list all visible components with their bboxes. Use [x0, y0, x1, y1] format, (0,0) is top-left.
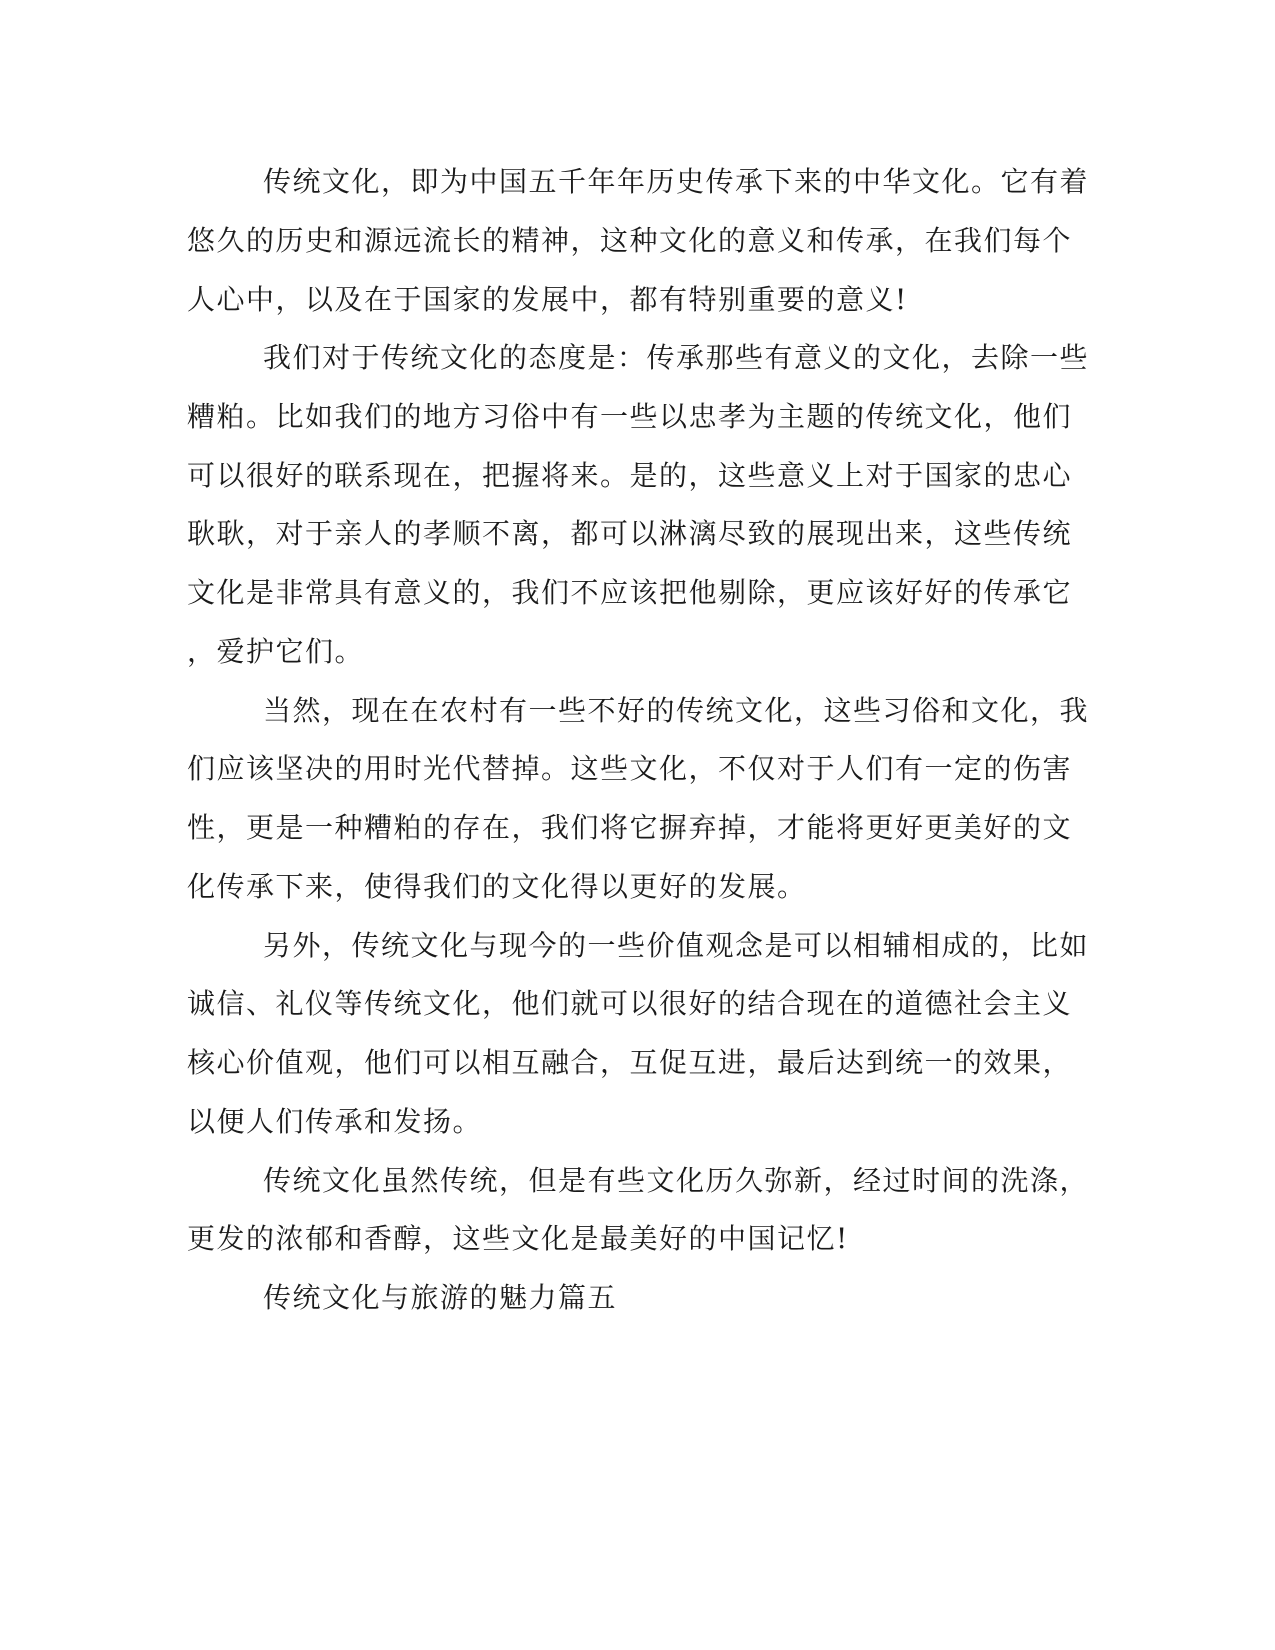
paragraph-2-line-5: 文化是非常具有意义的，我们不应该把他剔除，更应该好好的传承它 [187, 576, 1073, 609]
paragraph-4-line-1: 另外，传统文化与现今的一些价值观念是可以相辅相成的，比如 [263, 929, 1090, 962]
paragraph-2-line-4: 耿耿，对于亲人的孝顺不离，都可以淋漓尽致的展现出来，这些传统 [187, 517, 1073, 550]
paragraph-4-line-3: 核心价值观，他们可以相互融合，互促互进，最后达到统一的效果， [187, 1046, 1073, 1079]
paragraph-5-line-1: 传统文化虽然传统，但是有些文化历久弥新，经过时间的洗涤， [263, 1164, 1090, 1197]
paragraph-2-line-1: 我们对于传统文化的态度是：传承那些有意义的文化，去除一些 [263, 341, 1090, 374]
paragraph-4-line-4: 以便人们传承和发扬。 [187, 1105, 483, 1138]
paragraph-4-line-2: 诚信、礼仪等传统文化，他们就可以很好的结合现在的道德社会主义 [187, 987, 1073, 1020]
section-heading: 传统文化与旅游的魅力篇五 [263, 1281, 618, 1314]
paragraph-1-line-2: 悠久的历史和源远流长的精神，这种文化的意义和传承，在我们每个 [187, 224, 1073, 257]
paragraph-2-line-6: ，爱护它们。 [187, 635, 365, 668]
paragraph-1-line-3: 人心中，以及在于国家的发展中，都有特别重要的意义! [187, 283, 908, 316]
paragraph-5-line-2: 更发的浓郁和香醇，这些文化是最美好的中国记忆! [187, 1222, 849, 1255]
paragraph-3-line-4: 化传承下来，使得我们的文化得以更好的发展。 [187, 870, 807, 903]
paragraph-2-line-2: 糟粕。比如我们的地方习俗中有一些以忠孝为主题的传统文化，他们 [187, 400, 1073, 433]
paragraph-1-line-1: 传统文化，即为中国五千年年历史传承下来的中华文化。它有着 [263, 165, 1090, 198]
paragraph-3-line-1: 当然，现在在农村有一些不好的传统文化，这些习俗和文化，我 [263, 694, 1090, 727]
paragraph-2-line-3: 可以很好的联系现在，把握将来。是的，这些意义上对于国家的忠心 [187, 459, 1073, 492]
paragraph-3-line-2: 们应该坚决的用时光代替掉。这些文化，不仅对于人们有一定的伤害 [187, 752, 1073, 785]
paragraph-3-line-3: 性，更是一种糟粕的存在，我们将它摒弃掉，才能将更好更美好的文 [187, 811, 1073, 844]
